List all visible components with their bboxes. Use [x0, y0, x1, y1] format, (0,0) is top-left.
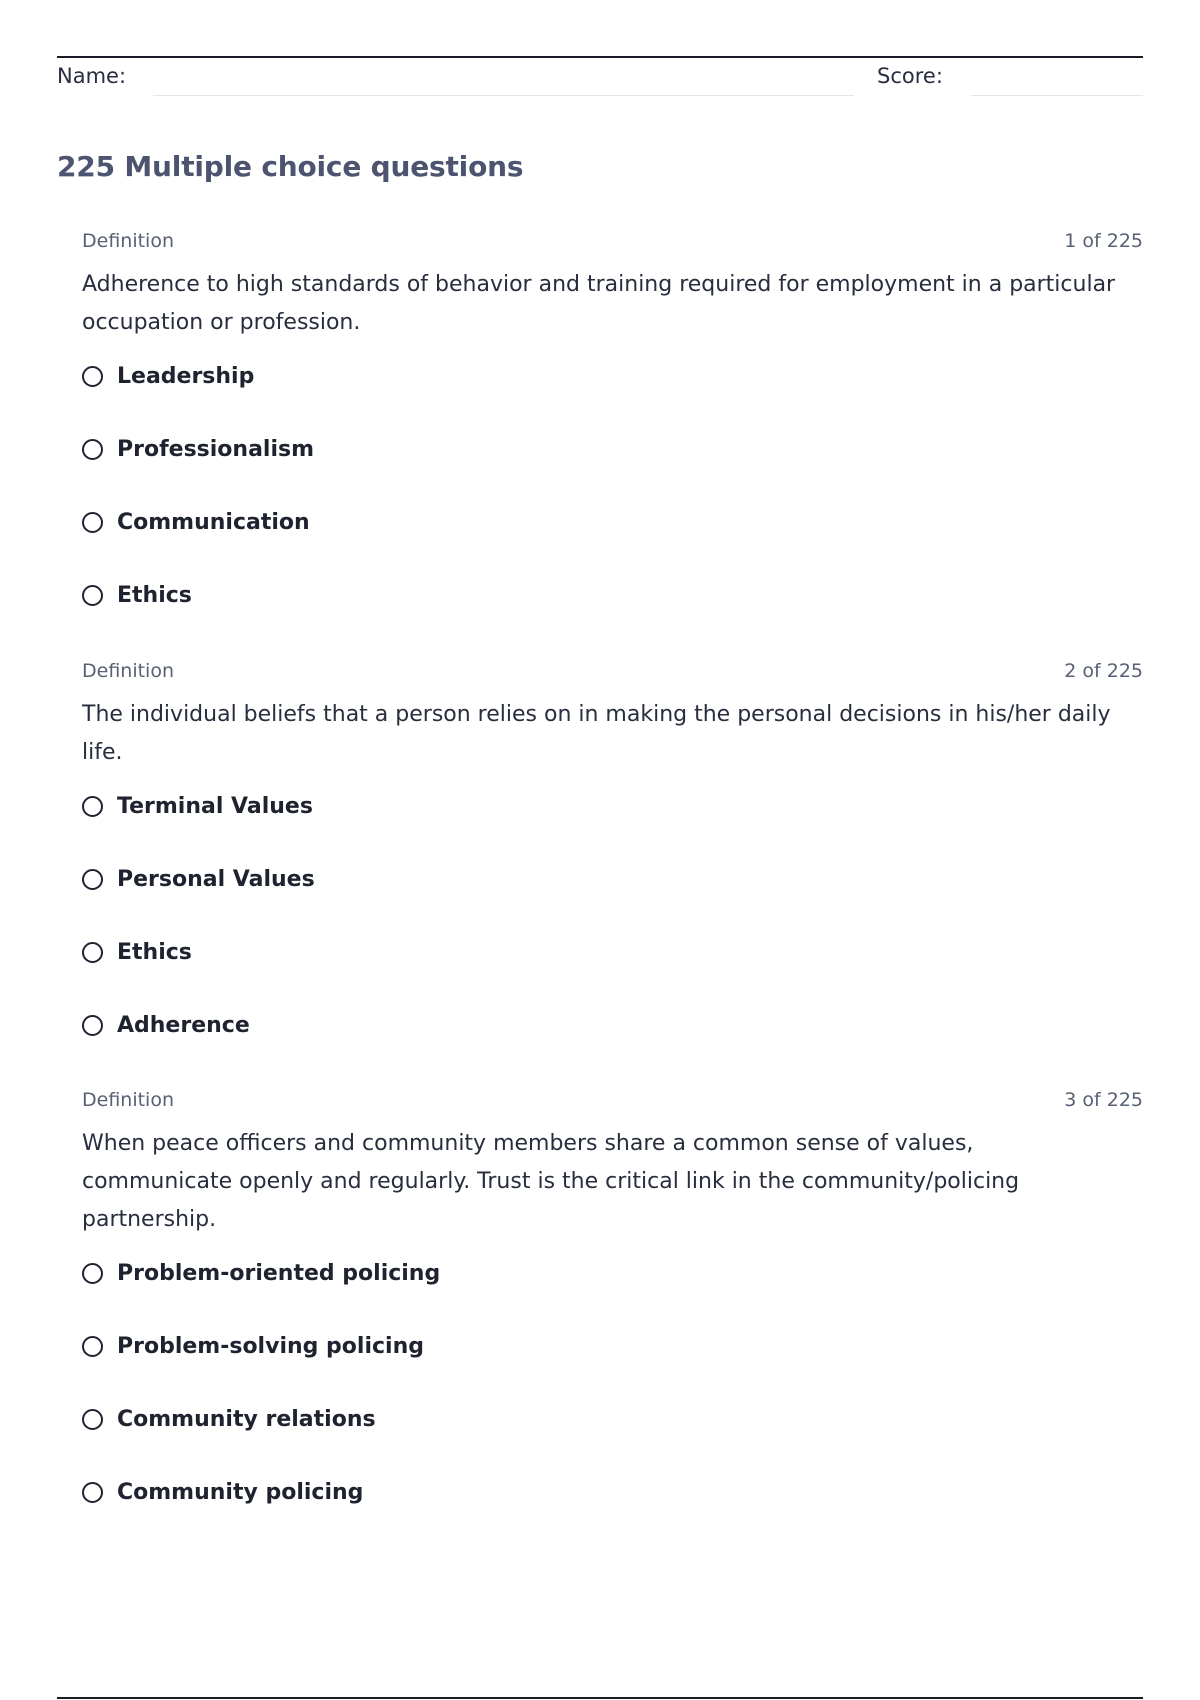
worksheet-page: [57, 0, 1143, 1700]
radio-circle-icon[interactable]: [82, 366, 103, 387]
answer-option-label: Communication: [117, 510, 310, 535]
question-text: The individual beliefs that a person relies on in making the personal decisions in his/her daily life.: [82, 702, 1111, 765]
score-label: Score:: [877, 64, 943, 88]
radio-circle-icon[interactable]: [82, 1482, 103, 1503]
answer-option[interactable]: [82, 1405, 1143, 1478]
radio-circle-icon[interactable]: [82, 942, 103, 963]
answer-option-label: Personal Values: [117, 867, 315, 892]
radio-circle-icon[interactable]: [82, 1336, 103, 1357]
answer-option[interactable]: [82, 1332, 1143, 1405]
question-2: [82, 660, 1143, 1084]
question-type-label: Definition: [82, 660, 175, 682]
answer-option-label: Professionalism: [117, 437, 315, 462]
answer-options: [82, 1259, 1143, 1551]
score-field-line[interactable]: [971, 95, 1143, 96]
answer-option-label: Terminal Values: [117, 794, 313, 819]
answer-option[interactable]: [82, 1259, 1143, 1332]
radio-circle-icon[interactable]: [82, 1409, 103, 1430]
answer-option-label: Leadership: [117, 364, 255, 389]
question-3: [82, 1089, 1143, 1551]
question-text: When peace officers and community members share a common sense of values, communicate openly and regularly. Trust is the critical link in the community/policing partnership.: [82, 1131, 1020, 1232]
question-1: [82, 230, 1143, 654]
answer-option[interactable]: [82, 792, 1143, 865]
answer-option-label: Community relations: [117, 1407, 376, 1432]
answer-option-label: Problem-solving policing: [117, 1334, 424, 1359]
radio-circle-icon[interactable]: [82, 1015, 103, 1036]
answer-option[interactable]: [82, 362, 1143, 435]
question-type-label: Definition: [82, 1089, 175, 1111]
answer-option-label: Community policing: [117, 1480, 364, 1505]
answer-options: [82, 792, 1143, 1084]
radio-circle-icon[interactable]: [82, 439, 103, 460]
answer-option-label: Adherence: [117, 1013, 250, 1038]
question-counter: 3 of 225: [1064, 1089, 1143, 1111]
answer-option[interactable]: [82, 581, 1143, 654]
name-label: Name:: [57, 64, 127, 88]
question-counter: 1 of 225: [1064, 230, 1143, 252]
radio-circle-icon[interactable]: [82, 585, 103, 606]
answer-option-label: Ethics: [117, 583, 192, 608]
answer-option-label: Ethics: [117, 940, 192, 965]
radio-circle-icon[interactable]: [82, 796, 103, 817]
radio-circle-icon[interactable]: [82, 1263, 103, 1284]
answer-option[interactable]: [82, 938, 1143, 1011]
radio-circle-icon[interactable]: [82, 869, 103, 890]
section-title: 225 Multiple choice questions: [57, 150, 524, 183]
question-header: [82, 230, 1143, 256]
answer-options: [82, 362, 1143, 654]
question-type-label: Definition: [82, 230, 175, 252]
answer-option[interactable]: [82, 435, 1143, 508]
question-text: Adherence to high standards of behavior and training required for employment in a particular occupation or profession.: [82, 272, 1116, 335]
question-header: [82, 1089, 1143, 1115]
radio-circle-icon[interactable]: [82, 512, 103, 533]
bottom-divider: [57, 1697, 1143, 1699]
worksheet-header: [57, 62, 1143, 98]
answer-option-label: Problem-oriented policing: [117, 1261, 441, 1286]
question-header: [82, 660, 1143, 686]
answer-option[interactable]: [82, 508, 1143, 581]
answer-option[interactable]: [82, 1478, 1143, 1551]
answer-option[interactable]: [82, 865, 1143, 938]
name-field-line[interactable]: [153, 95, 854, 96]
top-divider: [57, 56, 1143, 58]
question-counter: 2 of 225: [1064, 660, 1143, 682]
answer-option[interactable]: [82, 1011, 1143, 1084]
